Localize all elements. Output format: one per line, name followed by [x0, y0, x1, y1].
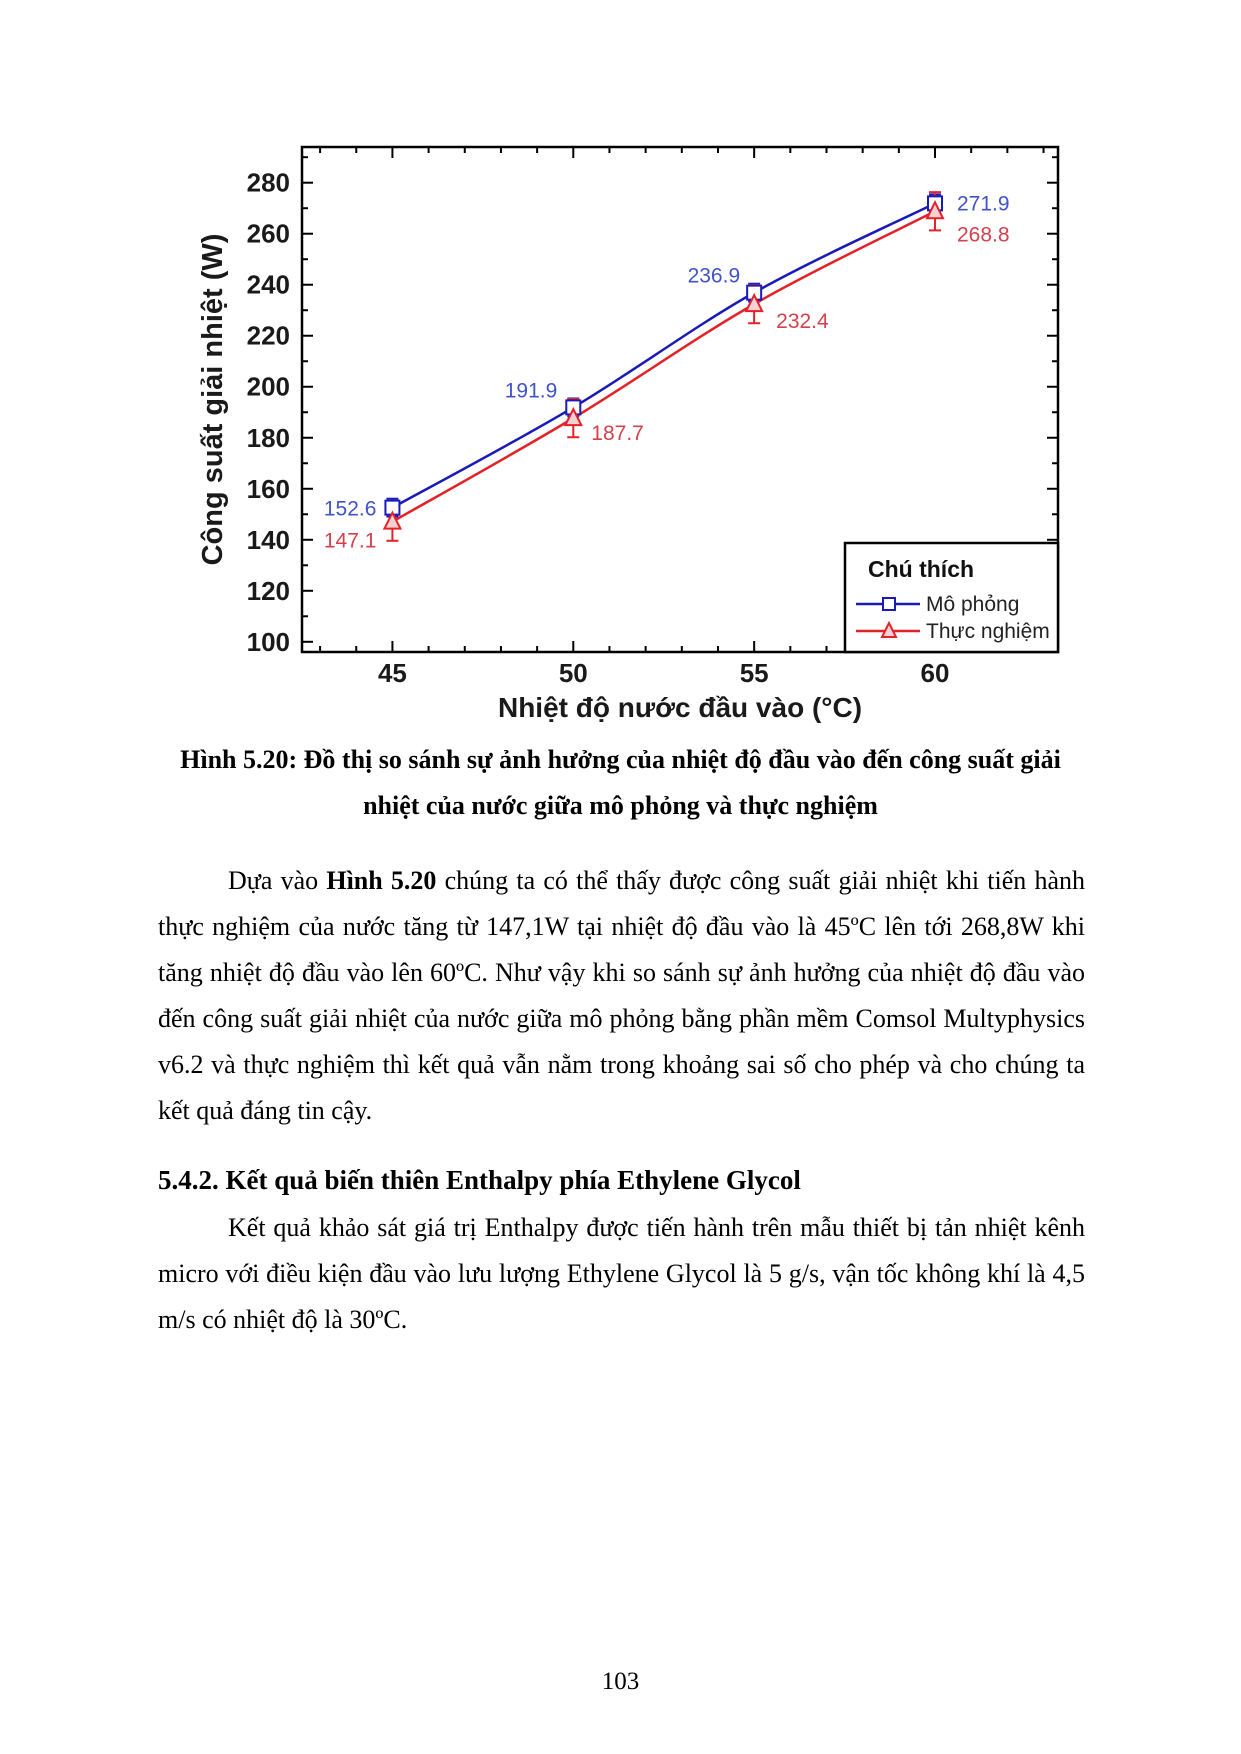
chart-svg [150, 120, 1110, 750]
figure-5-20 [150, 120, 1110, 750]
paragraph-1-text-rest: chúng ta có thể thấy được công suất giải nhiệt khi tiến hành thực nghiệm của nước tăng từ 147,1W tại nhiệt độ đầu vào là 45ºC lên tới 268,8W khi tăng nhiệt độ đầu vào lên 60ºC. Như vậy khi so sánh sự ảnh hưởng của nhiệt độ đầu vào đến công suất giải nhiệt của nước giữa mô phỏng bằng phần mềm Comsol Multyphysics v6.2 và thực nghiệm thì kết quả vẫn nằm trong khoảng sai số cho phép và cho chúng ta kết quả đáng tin cậy. [158, 866, 1085, 1125]
y-tick-label: 120 [246, 575, 290, 606]
data-label: 187.7 [591, 422, 644, 446]
series-line-0 [392, 203, 935, 507]
data-label: 271.9 [957, 192, 1010, 216]
data-label: 236.9 [687, 264, 741, 288]
data-label: 191.9 [504, 379, 558, 403]
figure-reference: Hình 5.20 [326, 866, 437, 895]
y-tick-label: 240 [246, 269, 290, 300]
x-tick-label: 60 [920, 658, 950, 688]
line-chart [150, 120, 1110, 755]
y-tick-label: 140 [246, 524, 290, 555]
y-tick-label: 280 [246, 167, 290, 198]
page-number: 103 [601, 1668, 640, 1695]
paragraph-1-text: Dựa vào [228, 866, 327, 895]
data-label: 147.1 [323, 529, 377, 553]
x-tick-label: 45 [377, 658, 407, 688]
x-tick-label: 50 [558, 658, 588, 688]
paragraph-1 [158, 858, 1085, 1134]
legend-entry-1: Thực nghiệm [926, 620, 1050, 643]
data-label: 268.8 [957, 223, 1010, 247]
figure-caption: Hình 5.20: Đồ thị so sánh sự ảnh hưởng của nhiệt độ đầu vào đến công suất giải nhiệt của nước giữa mô phỏng và thực nghiệm [180, 745, 1061, 820]
x-axis-title: Nhiệt độ nước đầu vào (°C) [497, 692, 863, 723]
data-label: 152.6 [323, 497, 377, 521]
y-tick-label: 180 [246, 422, 290, 453]
series-line-1 [392, 211, 935, 521]
y-tick-label: 220 [246, 320, 290, 351]
section-heading: 5.4.2. Kết quả biến thiên Enthalpy phía Ethylene Glycol [158, 1165, 801, 1195]
x-tick-label: 55 [739, 658, 769, 688]
data-label: 232.4 [776, 310, 829, 334]
y-tick-label: 260 [246, 218, 290, 249]
y-tick-label: 200 [246, 371, 290, 402]
y-tick-label: 160 [246, 473, 290, 504]
paragraph-2: Kết quả khảo sát giá trị Enthalpy được tiến hành trên mẫu thiết bị tản nhiệt kênh micro với điều kiện đầu vào lưu lượng Ethylene Glycol là 5 g/s, vận tốc không khí là 4,5 m/s có nhiệt độ là 30ºC. [158, 1213, 1085, 1334]
legend-entry-0: Mô phỏng [926, 593, 1020, 616]
y-axis-title: Công suất giải nhiệt (W) [197, 233, 229, 566]
y-tick-label: 100 [246, 626, 290, 657]
legend-square-marker [883, 598, 895, 610]
legend-title: Chú thích [868, 556, 975, 582]
